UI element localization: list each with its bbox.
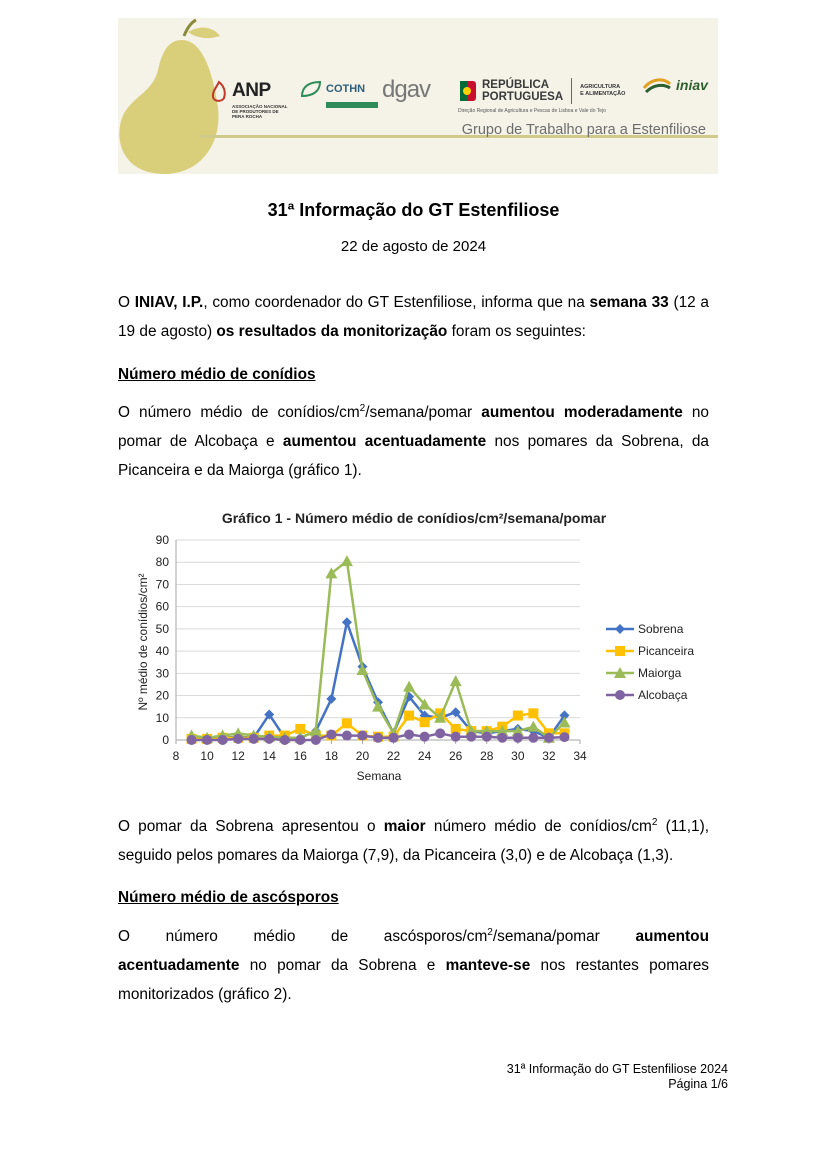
- data-point-picanceira: [420, 717, 430, 727]
- footer-page-number: Página 1/6: [668, 1077, 728, 1091]
- x-tick-label: 14: [262, 749, 276, 763]
- data-point-alcobaca: [218, 735, 228, 745]
- data-point-alcobaca: [466, 732, 476, 742]
- conidios-paragraph-1: [118, 398, 709, 485]
- y-tick-label: 80: [155, 555, 169, 570]
- pear-mark-icon: [210, 80, 228, 102]
- legend-marker-picanceira: [615, 646, 625, 656]
- data-point-alcobaca: [295, 735, 305, 745]
- data-point-maiorga: [341, 555, 353, 566]
- anp-logo-text: ANP: [232, 80, 271, 101]
- legend-label-alcobaca: Alcobaça: [638, 688, 688, 702]
- x-tick-label: 26: [449, 749, 463, 763]
- data-point-maiorga: [527, 721, 539, 732]
- data-point-alcobaca: [373, 733, 383, 743]
- data-point-maiorga: [356, 664, 368, 675]
- footer-document-label: 31ª Informação do GT Estenfiliose 2024: [506, 1062, 728, 1076]
- data-point-alcobaca: [482, 732, 492, 742]
- s2l1-text-1: O número médio de ascósporos/cm: [118, 928, 488, 945]
- legend-label-picanceira: Picanceira: [638, 644, 695, 658]
- data-point-alcobaca: [559, 732, 569, 742]
- conidios-paragraph-2: [118, 812, 709, 870]
- x-tick-label: 32: [542, 749, 556, 763]
- legend-marker-alcobaca: [615, 690, 625, 700]
- anp-logo-subtitle: ASSOCIAÇÃO NACIONAL DE PRODUTORES DE PERA ROCHA: [232, 104, 288, 119]
- data-point-alcobaca: [404, 729, 414, 739]
- chart-svg: [130, 504, 710, 794]
- ascosporos-line-3: monitorizados (gráfico 2).: [118, 986, 292, 1003]
- s1p1-text-3: no pomar de Alcobaça e: [118, 404, 709, 450]
- ascosporos-line-1: [118, 922, 709, 951]
- document-title: 31ª Informação do GT Estenfiliose: [267, 200, 560, 220]
- y-tick-label: 50: [155, 621, 169, 636]
- chart-ylabel: Nº médio de conídios/cm²: [136, 573, 150, 711]
- section-heading-conidios: Número médio de conídios: [118, 366, 316, 383]
- data-point-picanceira: [513, 711, 523, 721]
- s2l1-text-2: /semana/pomar: [492, 928, 636, 945]
- cothn-logo-text: COTHN: [326, 83, 366, 95]
- republica-line2: PORTUGUESA: [482, 91, 564, 103]
- intro-paragraph: [118, 288, 709, 346]
- page-footer: [507, 1062, 728, 1092]
- s1p1-text-2: /semana/pomar: [365, 404, 482, 421]
- y-tick-label: 10: [155, 710, 169, 725]
- chart-xlabel: Semana: [356, 769, 402, 783]
- intro-text-2: , como coordenador do GT Estenfiliose, informa que na: [203, 294, 590, 311]
- republica-portuguesa-logo: [458, 78, 626, 114]
- s2l2-text-1: no pomar da Sobrena e: [239, 957, 446, 974]
- s2l2-text-2: nos restantes pomares: [530, 957, 709, 974]
- chart-title: Gráfico 1 - Número médio de conídios/cm²/semana/pomar: [221, 510, 607, 526]
- dgav-logo-text: dgav: [382, 76, 431, 103]
- y-tick-label: 60: [155, 599, 169, 614]
- data-point-alcobaca: [357, 731, 367, 741]
- republica-text: [482, 79, 563, 103]
- data-point-maiorga: [450, 675, 462, 686]
- agri-line1: AGRICULTURA: [580, 84, 621, 90]
- data-point-alcobaca: [451, 732, 461, 742]
- y-tick-label: 90: [155, 533, 169, 547]
- s2l1-bold-1: aumentou: [635, 928, 709, 945]
- agricultura-text: [580, 84, 625, 98]
- intro-bold-2: semana 33: [589, 294, 669, 311]
- data-point-alcobaca: [342, 731, 352, 741]
- x-tick-label: 10: [200, 749, 214, 763]
- s2l1-sup: 2: [487, 926, 493, 938]
- data-point-alcobaca: [513, 733, 523, 743]
- header-banner: [118, 18, 718, 174]
- intro-text-4: foram os seguintes:: [447, 323, 586, 340]
- republica-line1: REPÚBLICA: [482, 79, 550, 91]
- iniav-logo: [642, 74, 708, 96]
- x-tick-label: 16: [293, 749, 307, 763]
- intro-text-3: (12 a 19 de agosto): [118, 294, 709, 340]
- x-tick-label: 8: [172, 749, 180, 763]
- agri-line2: E ALIMENTAÇÃO: [580, 91, 626, 97]
- ascosporos-line-2: [118, 951, 709, 980]
- data-point-alcobaca: [202, 735, 212, 745]
- data-point-alcobaca: [264, 734, 274, 744]
- intro-bold-3: os resultados da monitorização: [216, 323, 448, 340]
- y-tick-label: 40: [155, 644, 169, 659]
- data-point-alcobaca: [249, 734, 259, 744]
- iniav-logo-text: iniav: [676, 77, 708, 93]
- s1p1-bold-2: aumentou acentuadamente: [282, 433, 487, 450]
- logo-divider: [571, 78, 572, 104]
- legend-label-sobrena: Sobrena: [638, 622, 684, 636]
- data-point-alcobaca: [389, 733, 399, 743]
- leaf-icon: [300, 80, 322, 98]
- drap-text: Direção Regional de Agricultura e Pescas de Lisboa e Vale do Tejo: [458, 108, 606, 114]
- y-tick-label: 0: [162, 733, 169, 747]
- y-tick-label: 30: [155, 666, 169, 681]
- s1p1-text-1: O número médio de conídios/cm: [118, 404, 360, 421]
- s1p1-text-4: nos pomares da Sobrena, da Picanceira e da Maiorga (gráfico 1).: [118, 433, 709, 479]
- data-point-alcobaca: [544, 733, 554, 743]
- document-date: 22 de agosto de 2024: [340, 238, 487, 255]
- s1p2-bold-1: maior: [383, 818, 426, 835]
- legend-label-maiorga: Maiorga: [638, 666, 682, 680]
- data-point-alcobaca: [280, 735, 290, 745]
- x-tick-label: 22: [386, 749, 401, 763]
- data-point-picanceira: [528, 708, 538, 718]
- x-tick-label: 20: [355, 749, 370, 763]
- s1p1-sup: 2: [359, 402, 366, 414]
- data-point-alcobaca: [528, 733, 538, 743]
- cothn-logo: [300, 80, 365, 98]
- s2l2-bold-2: manteve-se: [445, 957, 531, 974]
- coat-of-arms-icon: [458, 79, 478, 103]
- intro-bold-1: INIAV, I.P.: [134, 294, 204, 311]
- data-point-alcobaca: [326, 729, 336, 739]
- s1p2-text-2: número médio de conídios/cm: [425, 818, 652, 835]
- data-point-alcobaca: [187, 735, 197, 745]
- y-tick-label: 20: [155, 688, 169, 703]
- s2l2-bold-1: acentuadamente: [118, 957, 240, 974]
- data-point-alcobaca: [435, 728, 445, 738]
- intro-text-1: O: [118, 294, 135, 311]
- s1p2-sup: 2: [651, 816, 658, 828]
- anp-logo: [210, 80, 288, 119]
- swoosh-icon: [642, 74, 672, 96]
- data-point-picanceira: [404, 711, 414, 721]
- data-point-alcobaca: [311, 735, 321, 745]
- group-label: Grupo de Trabalho para a Estenfiliose: [461, 122, 706, 138]
- s1p2-text-1: O pomar da Sobrena apresentou o: [118, 818, 384, 835]
- s1p1-bold-1: aumentou moderadamente: [481, 404, 683, 421]
- x-tick-label: 28: [480, 749, 494, 763]
- s1p2-text-3: (11,1), seguido pelos pomares da Maiorga (7,9), da Picanceira (3,0) e de Alcobaça (1,3).: [118, 818, 709, 864]
- cothn-logo-bar: [326, 102, 378, 108]
- x-tick-label: 12: [231, 749, 245, 763]
- data-point-alcobaca: [420, 732, 430, 742]
- data-point-picanceira: [342, 718, 352, 728]
- x-tick-label: 24: [417, 749, 432, 763]
- legend-marker-sobrena: [615, 624, 625, 634]
- data-point-sobrena: [342, 617, 352, 627]
- y-tick-label: 70: [155, 577, 169, 592]
- section-heading-ascosporos: Número médio de ascósporos: [118, 889, 339, 906]
- data-point-alcobaca: [233, 734, 243, 744]
- x-tick-label: 34: [573, 749, 587, 763]
- x-tick-label: 30: [511, 749, 525, 763]
- chart-conidios: [130, 504, 710, 794]
- data-point-alcobaca: [497, 733, 507, 743]
- x-tick-label: 18: [324, 749, 339, 763]
- data-point-maiorga: [403, 681, 415, 692]
- dgav-logo: [382, 76, 430, 104]
